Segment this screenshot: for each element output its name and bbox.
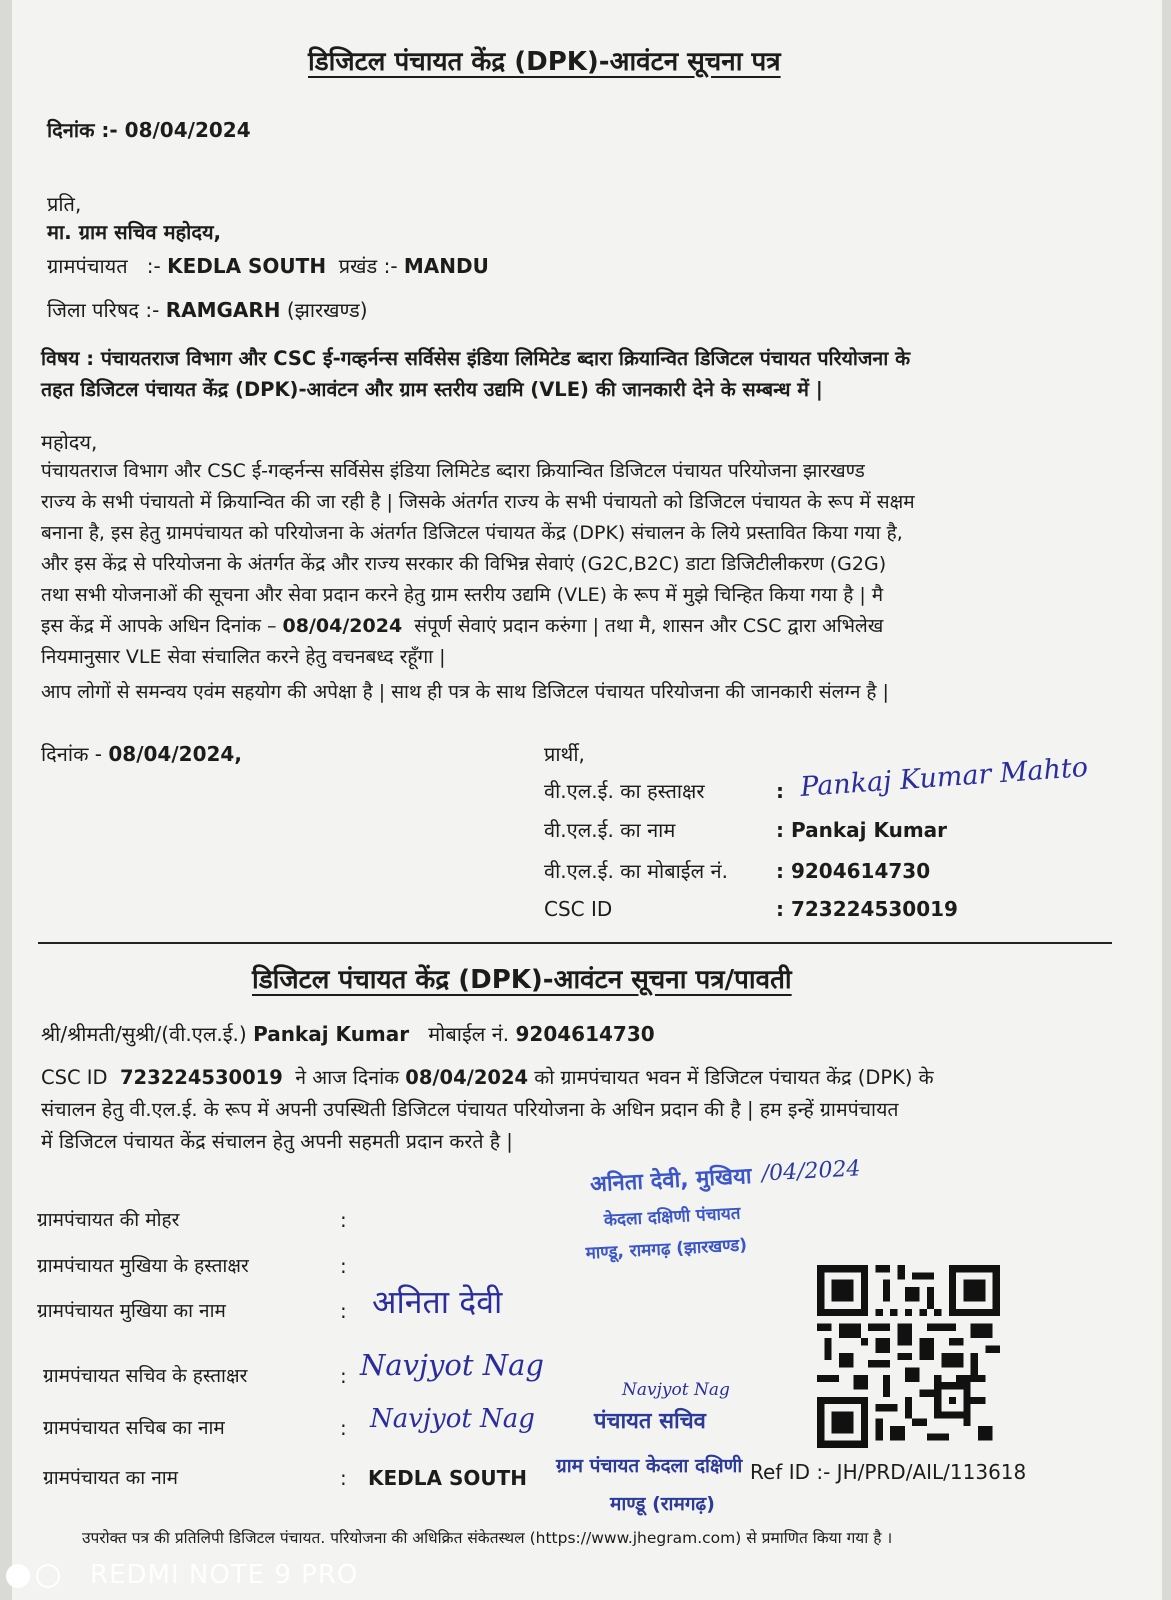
receipt-title: डिजिटल पंचायत केंद्र (DPK)-आवंटन सूचना पत्र/पावती (252, 965, 792, 995)
secretary-name-handwritten: Navjyot Nag (370, 1404, 535, 1434)
secretary-name-colon: : (340, 1416, 347, 1440)
mukhiya-stamp-date: /04/2024 (761, 1156, 862, 1187)
to-line: प्रति, (47, 192, 82, 216)
qr-code (817, 1265, 1000, 1448)
secretary-stamp-title: पंचायत सचिव (594, 1409, 706, 1434)
gp-name: KEDLA SOUTH (368, 1466, 527, 1490)
mukhiya-stamp-name: अनिता देवी, मुखिया (589, 1164, 753, 1198)
vle-name: : Pankaj Kumar (776, 818, 948, 842)
letter-date: दिनांक :- 08/04/2024 (47, 118, 251, 142)
letter-title: डिजिटल पंचायत केंद्र (DPK)-आवंटन सूचना पत्र (308, 47, 781, 77)
vle-sign-label: वी.एल.ई. का हस्ताक्षर (544, 779, 705, 803)
vle-mobile: : 9204614730 (776, 859, 931, 883)
subject: विषय : पंचायतराज विभाग और CSC ई-गव्हर्नन्स सर्विसेस इंडिया लिमिटेड ब्दारा क्रियान्वित डिजिटल पंचायत परियोजना के तहत डिजिटल पंचायत केंद्र (DPK)-आवंटन और ग्राम स्तरीय उद्यमि (VLE) की जानकारी देने के सम्बन्ध में | (41, 347, 911, 401)
camera-watermark-icon (6, 1562, 64, 1590)
seal-colon: : (340, 1208, 347, 1232)
vle-name-label: वी.एल.ई. का नाम (544, 818, 676, 842)
ref-id: Ref ID :- JH/PRD/AIL/113618 (750, 1460, 1027, 1484)
secretary-name-label: ग्रामपंचायत सचिब का नाम (43, 1417, 225, 1439)
sign-date: दिनांक - 08/04/2024, (41, 742, 242, 766)
vle-signature: Pankaj Kumar Mahto (799, 751, 1089, 804)
footer-note: उपरोक्त पत्र की प्रतिलिपी डिजिटल पंचायत. परियोजना की अधिक्रित संकेतस्थल (https://www.jhegram.com) से प्रमाणित किया गया है । (82, 1529, 893, 1547)
section-divider (38, 942, 1112, 944)
csc-id: : 723224530019 (776, 897, 958, 921)
head-sign-label: ग्रामपंचायत मुखिया के हस्ताक्षर (37, 1255, 249, 1277)
head-name-handwritten: अनिता देवी (372, 1283, 503, 1321)
mukhiya-stamp-place: माण्डू, रामगढ़ (झारखण्ड) (585, 1235, 748, 1264)
applicant-label: प्रार्थी, (544, 742, 585, 766)
csc-id-label: CSC ID (544, 897, 613, 921)
secretary-stamp-place: माण्डू (रामगढ़) (610, 1493, 715, 1515)
secretary-signature: Navjyot Nag (360, 1348, 544, 1382)
camera-watermark-text: REDMI NOTE 9 PRO (90, 1560, 359, 1590)
receipt-body: CSC ID 723224530019 ने आज दिनांक 08/04/2024 को ग्रामपंचायत भवन में डिजिटल पंचायत केंद्र (DPK) के संचालन हेतु वी.एल.ई. के रूप में अपनी उपस्थिती डिजिटल पंचायत परियोजना के अधिन प्रदान की है | हम इन्हें ग्रामपंचायत में डिजिटल पंचायत केंद्र संचालन हेतु अपनी सहमती प्रदान करते है | (41, 1066, 934, 1153)
receipt-vle-line: श्री/श्रीमती/सुश्री/(वी.एल.ई.) Pankaj Kumar मोबाईल नं. 9204614730 (41, 1022, 655, 1046)
head-name-label: ग्रामपंचायत मुखिया का नाम (37, 1300, 226, 1322)
vle-mobile-label: वी.एल.ई. का मोबाईल नं. (544, 859, 729, 883)
gp-name-label: ग्रामपंचायत का नाम (43, 1467, 179, 1489)
mukhiya-stamp-panchayat: केदला दक्षिणी पंचायत (603, 1203, 741, 1231)
secretary-stamp-panchayat: ग्राम पंचायत केदला दक्षिणी (556, 1455, 743, 1477)
district-line: जिला परिषद :- RAMGARH (झारखण्ड) (47, 298, 368, 322)
mukhiya-stamp (571, 1155, 862, 1319)
head-sign-colon: : (340, 1254, 347, 1278)
secretary-stamp-signature: Navjyot Nag (622, 1380, 730, 1400)
addressee: मा. ग्राम सचिव महोदय, (47, 220, 222, 244)
head-name-colon: : (340, 1299, 347, 1323)
letter-body: पंचायतराज विभाग और CSC ई-गव्हर्नन्स सर्विसेस इंडिया लिमिटेड ब्दारा क्रियान्वित डिजिटल पंचायत परियोजना झारखण्ड राज्य के सभी पंचायतो में क्रियान्वित की जा रही है | जिसके अंतर्गत राज्य के सभी पंचायतो को डिजिटल पंचायत के रूप में सक्षम बनाना है, इस हेतु ग्रामपंचायत को परियोजना के अंतर्गत डिजिटल पंचायत केंद्र (DPK) संचालन के लिये प्रस्तावित किया गया है, और इस केंद्र से परियोजना के अंतर्गत केंद्र और राज्य सरकार की विभिन्न सेवाएं (G2C,B2C) डाटा डिजिटीलीकरण (G2G) तथा सभी योजनाओं की सूचना और सेवा प्रदान करने हेतु ग्राम स्तरीय उद्यमि (VLE) के रूप में मुझे चिन्हित किया गया है | मै इस केंद्र में आपके अधिन दिनांक – 08/04/2024 संपूर्ण सेवाएं प्रदान करुंगा | तथा मै, शासन और CSC द्वारा अभिलेख नियमानुसार VLE सेवा संचालित करने हेतु वचनबध्द रहूँगा | आप लोगों से समन्वय एवंम सहयोग की अपेक्षा है | साथ ही पत्र के साथ डिजिटल पंचायत परियोजना की जानकारी संलग्न है | (41, 460, 915, 703)
gram-panchayat-line: ग्रामपंचायत :- KEDLA SOUTH प्रखंड :- MANDU (47, 254, 489, 278)
seal-label: ग्रामपंचायत की मोहर (37, 1209, 180, 1231)
gp-name-colon: : (340, 1466, 347, 1490)
secretary-sign-colon: : (340, 1364, 347, 1388)
vle-sign-colon: : (776, 779, 784, 803)
salutation: महोदय, (41, 430, 98, 454)
secretary-sign-label: ग्रामपंचायत सचिव के हस्ताक्षर (43, 1365, 248, 1387)
